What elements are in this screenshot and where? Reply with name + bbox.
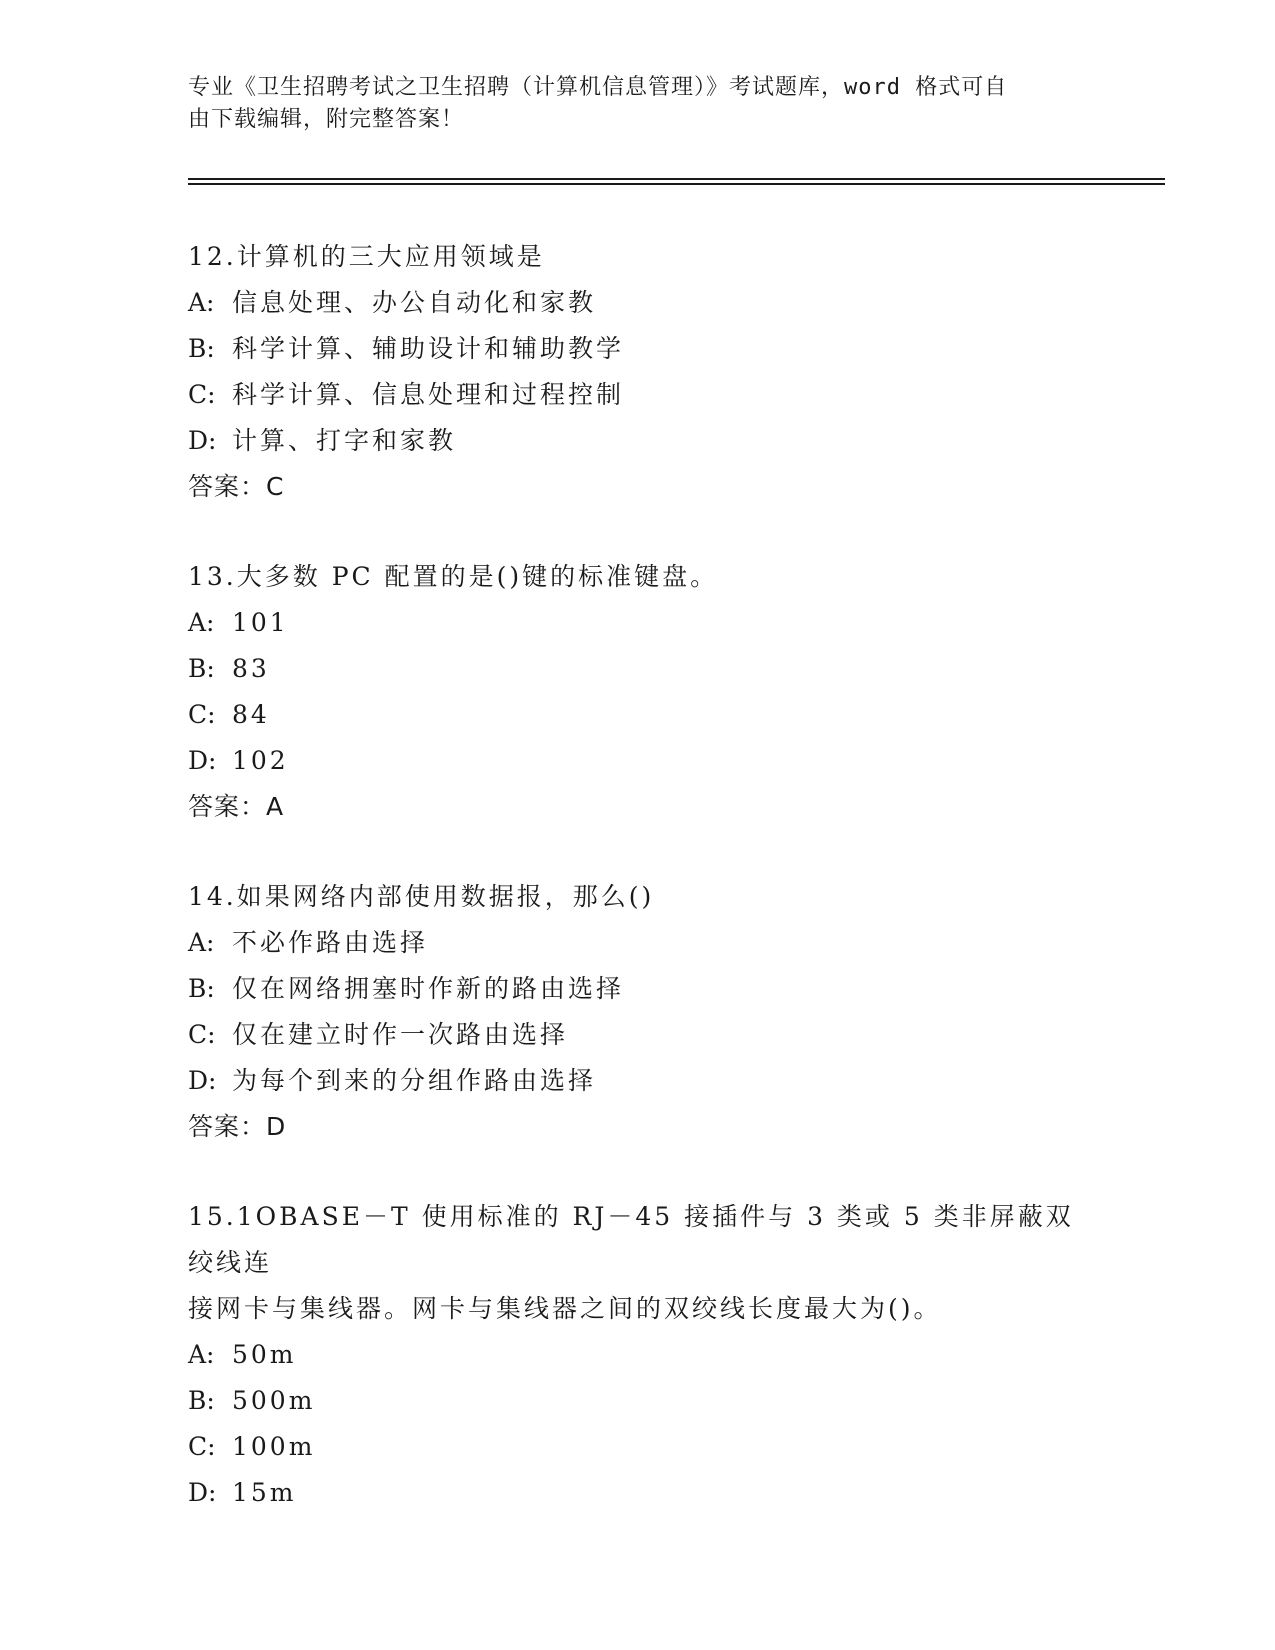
- option-text: 84: [232, 700, 270, 729]
- option-d: [188, 418, 1088, 464]
- option-text: 50m: [232, 1340, 297, 1369]
- option-text: 500m: [232, 1386, 316, 1415]
- option-label: D:: [188, 746, 217, 775]
- question-stem: 13.大多数 PC 配置的是()键的标准键盘。: [188, 562, 719, 591]
- option-text: 100m: [232, 1432, 316, 1461]
- option-d: [188, 1058, 1088, 1104]
- option-label: A:: [188, 608, 215, 637]
- option-b: [188, 646, 1088, 692]
- option-text: 科学计算、辅助设计和辅助教学: [232, 334, 625, 363]
- option-label: C:: [188, 1020, 216, 1049]
- option-label: D:: [188, 1478, 217, 1507]
- option-a: [188, 280, 1088, 326]
- option-label: C:: [188, 1432, 216, 1461]
- header-divider-bottom: [188, 183, 1165, 185]
- option-text: 不必作路由选择: [232, 928, 429, 957]
- option-c: [188, 692, 1088, 738]
- option-label: A:: [188, 1340, 215, 1369]
- option-text: 计算、打字和家教: [232, 426, 457, 455]
- option-text: 仅在建立时作一次路由选择: [232, 1020, 569, 1049]
- option-text: 102: [232, 746, 289, 775]
- header-divider-top: [188, 178, 1165, 180]
- option-b: [188, 326, 1088, 372]
- question-15: [188, 1194, 1088, 1516]
- option-text: 科学计算、信息处理和过程控制: [232, 380, 625, 409]
- option-label: D:: [188, 1066, 217, 1095]
- answer-key: 答案：A: [188, 792, 285, 821]
- option-text: 15m: [232, 1478, 297, 1507]
- option-label: A:: [188, 288, 215, 317]
- option-label: B:: [188, 974, 215, 1003]
- option-text: 83: [232, 654, 270, 683]
- option-label: C:: [188, 380, 216, 409]
- option-d: [188, 738, 1088, 784]
- option-label: B:: [188, 1386, 215, 1415]
- option-d: [188, 1470, 1088, 1516]
- option-b: [188, 1378, 1088, 1424]
- option-c: [188, 1424, 1088, 1470]
- option-a: [188, 920, 1088, 966]
- option-c: [188, 1012, 1088, 1058]
- header-line-1: 专业《卫生招聘考试之卫生招聘（计算机信息管理）》考试题库，word 格式可自: [188, 75, 1008, 100]
- option-label: C:: [188, 700, 216, 729]
- option-c: [188, 372, 1088, 418]
- question-13: [188, 554, 1088, 830]
- answer-key: 答案：C: [188, 472, 285, 501]
- answer-key: 答案：D: [188, 1112, 287, 1141]
- option-text: 101: [232, 608, 289, 637]
- option-b: [188, 966, 1088, 1012]
- option-text: 信息处理、办公自动化和家教: [232, 288, 597, 317]
- option-label: A:: [188, 928, 215, 957]
- document-header: [188, 72, 1088, 136]
- question-stem-line-1: 15.1OBASE－T 使用标准的 RJ－45 接插件与 3 类或 5 类非屏蔽双绞线连: [188, 1202, 1074, 1277]
- option-text: 仅在网络拥塞时作新的路由选择: [232, 974, 625, 1003]
- option-label: B:: [188, 654, 215, 683]
- question-12: [188, 234, 1088, 510]
- question-stem: 12.计算机的三大应用领域是: [188, 242, 545, 271]
- option-a: [188, 600, 1088, 646]
- option-label: B:: [188, 334, 215, 363]
- option-text: 为每个到来的分组作路由选择: [232, 1066, 597, 1095]
- header-line-2: 由下载编辑，附完整答案！: [188, 107, 465, 132]
- question-14: [188, 874, 1088, 1150]
- question-stem: 14.如果网络内部使用数据报，那么(): [188, 882, 655, 911]
- option-a: [188, 1332, 1088, 1378]
- question-stem-line-2: 接网卡与集线器。网卡与集线器之间的双绞线长度最大为()。: [188, 1294, 942, 1323]
- option-label: D:: [188, 426, 217, 455]
